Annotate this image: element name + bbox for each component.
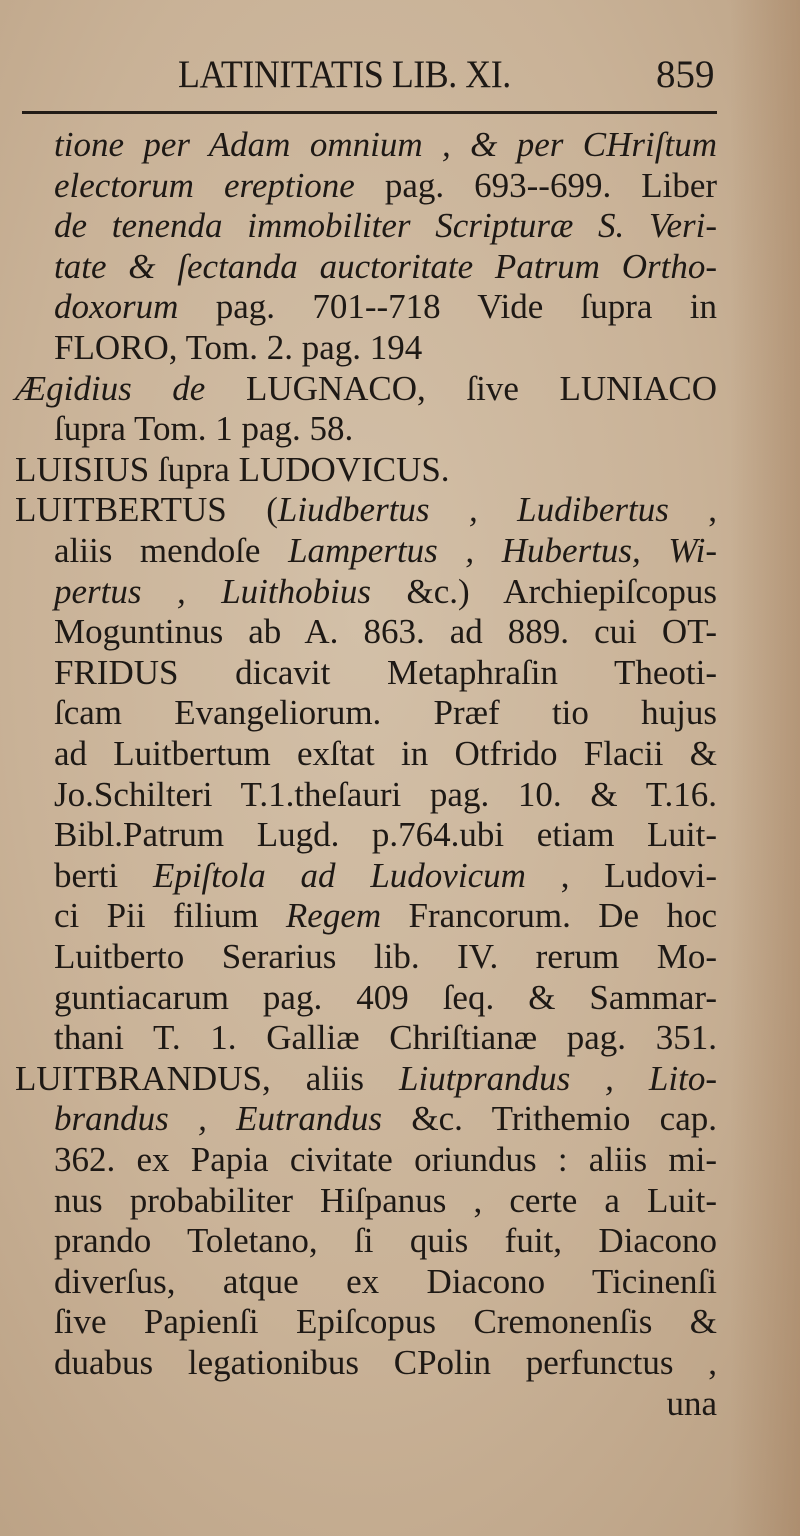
- roman-text: thani T. 1. Galliæ Chriſtianæ pag. 351.: [54, 1018, 717, 1058]
- text-line: [54, 530, 717, 571]
- roman-text: LUITBRANDUS, aliis: [15, 1058, 400, 1098]
- text-line: [54, 327, 717, 368]
- text-line: [54, 652, 717, 693]
- italic-text: electorum ereptione: [54, 165, 355, 205]
- text-line: [54, 1342, 717, 1383]
- index-entry-headline: [15, 449, 717, 490]
- text-line: [54, 733, 717, 774]
- roman-text: LUGNACO, ſive LUNIACO: [205, 368, 717, 408]
- italic-text: Regem: [285, 896, 382, 936]
- roman-text: FRIDUS dicavit Metaphraſin Theoti-: [54, 652, 717, 692]
- italic-text: tione per Adam omnium , & per CHriſtum: [54, 125, 717, 164]
- page-edge-shadow: [730, 0, 800, 1536]
- roman-text: Luitberto Serarius lib. IV. rerum Mo-: [54, 937, 717, 976]
- roman-text: Jo.Schilteri T.1.theſauri pag. 10. & T.16.: [54, 774, 717, 814]
- roman-text: ſive Papienſi Epiſcopus Cremonenſis &: [54, 1302, 717, 1342]
- roman-text: LUISIUS ſupra LUDOVICUS.: [15, 449, 450, 489]
- roman-text: 362. ex Papia civitate oriundus : aliis mi-: [54, 1140, 717, 1179]
- roman-text: berti: [54, 855, 153, 895]
- header-rule: [22, 111, 717, 114]
- text-line: [54, 1301, 717, 1342]
- italic-text: Ægidius de: [15, 368, 206, 408]
- italic-text: Liutprandus , Lito-: [399, 1058, 717, 1098]
- roman-text: prando Toletano, ſi quis fuit, Diacono: [54, 1221, 717, 1261]
- text-line: [54, 977, 717, 1018]
- italic-text: de tenenda immobiliter Scripturæ S. Veri-: [54, 206, 717, 246]
- page-header: [0, 52, 800, 102]
- roman-text: nus probabiliter Hiſpanus , certe a Luit-: [54, 1180, 717, 1220]
- text-line: [54, 774, 717, 815]
- roman-text: una: [666, 1383, 717, 1423]
- index-entry-headline: [15, 489, 717, 530]
- roman-text: FLORO, Tom. 2. pag. 194: [54, 328, 423, 367]
- text-line: [54, 1261, 717, 1302]
- text-line: [54, 814, 717, 855]
- index-entry-headline: [15, 1058, 717, 1099]
- roman-text: guntiacarum pag. 409 ſeq. & Sammar-: [54, 977, 717, 1017]
- roman-text: ſupra Tom. 1 pag. 58.: [54, 409, 354, 449]
- roman-text: ſcam Evangeliorum. Præf tio hujus: [54, 693, 717, 733]
- roman-text: aliis mendoſe: [54, 531, 289, 570]
- roman-text: Francorum. De hoc: [381, 896, 717, 936]
- italic-text: Lampertus , Hubertus, Wi-: [288, 531, 717, 570]
- text-line: [54, 692, 717, 733]
- text-line: [54, 571, 717, 612]
- running-title: LATINITATIS LIB. XI.: [178, 53, 511, 96]
- roman-text: ad Luitbertum exſtat in Otfrido Flacii &: [54, 734, 717, 773]
- roman-text: diverſus, atque ex Diacono Ticinenſi: [54, 1261, 717, 1301]
- text-line: [54, 895, 717, 936]
- text-line: [54, 408, 717, 449]
- text-line: [54, 165, 717, 206]
- roman-text: pag. 701--718 Vide ſupra in: [178, 287, 717, 327]
- text-line: [54, 611, 717, 652]
- italic-text: tate & ſectanda auctoritate Patrum Ortho-: [54, 246, 717, 286]
- roman-text: Moguntinus ab A. 863. ad 889. cui OT-: [54, 612, 717, 652]
- italic-text: brandus , Eutrandus: [54, 1099, 383, 1139]
- text-line: [54, 246, 717, 287]
- roman-text: duabus legationibus CPolin perfunctus ,: [54, 1343, 717, 1382]
- text-line: [54, 1220, 717, 1261]
- roman-text: , Ludovi-: [525, 855, 718, 895]
- roman-text: LUITBERTUS (: [15, 490, 278, 530]
- text-line: [54, 1139, 717, 1180]
- text-line: [54, 124, 717, 165]
- roman-text: Bibl.Patrum Lugd. p.764.ubi etiam Luit-: [54, 815, 717, 855]
- text-line: [54, 205, 717, 246]
- italic-text: Liudbertus , Ludibertus: [277, 490, 669, 530]
- catchword: [54, 1383, 717, 1424]
- roman-text: &c.) Archiepiſcopus: [370, 571, 718, 611]
- index-entry-headline: [15, 368, 717, 409]
- roman-text: ,: [668, 490, 717, 530]
- text-line: [54, 1017, 717, 1058]
- text-line: [54, 936, 717, 977]
- page-number: 859: [656, 53, 715, 96]
- italic-text: pertus , Luithobius: [54, 571, 371, 611]
- text-line: [54, 855, 717, 896]
- roman-text: pag. 693--699. Liber: [354, 165, 718, 205]
- italic-text: doxorum: [54, 287, 179, 327]
- text-line: [54, 1098, 717, 1139]
- text-line: [54, 286, 717, 327]
- roman-text: ci Pii filium: [54, 896, 286, 936]
- italic-text: Epiſtola ad Ludovicum: [152, 855, 526, 895]
- roman-text: &c. Trithemio cap.: [382, 1099, 717, 1139]
- text-line: [54, 1180, 717, 1221]
